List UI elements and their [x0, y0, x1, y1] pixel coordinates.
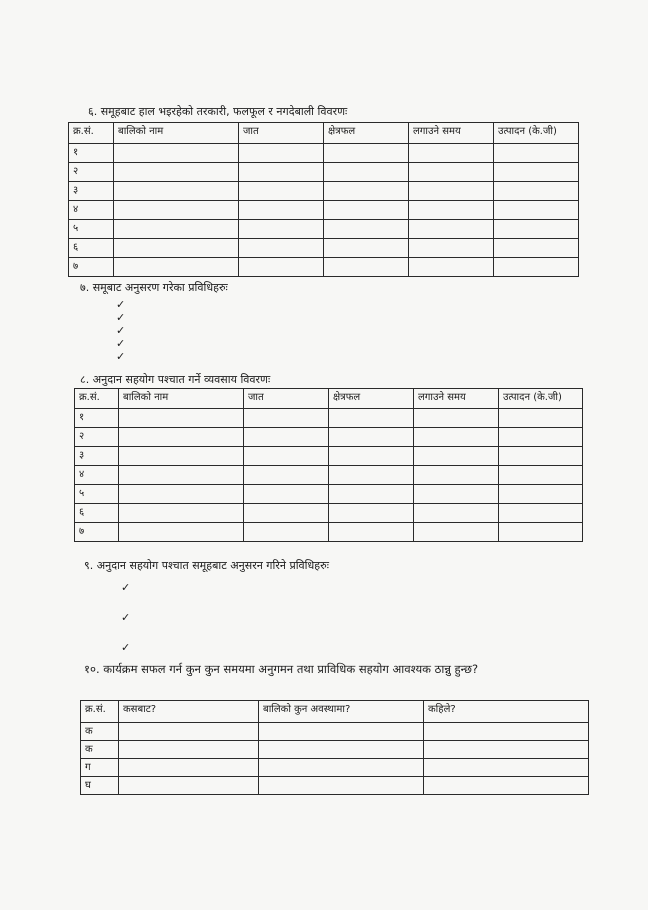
- header-sn: क्र.सं.: [75, 389, 119, 409]
- cell[interactable]: [329, 447, 414, 466]
- cell[interactable]: [324, 258, 409, 277]
- row-number: ६: [69, 239, 114, 258]
- cell[interactable]: [499, 504, 583, 523]
- cell[interactable]: [329, 466, 414, 485]
- row-label: ग: [81, 759, 119, 777]
- cell[interactable]: [244, 447, 329, 466]
- table-row: [75, 409, 583, 428]
- cell[interactable]: [239, 182, 324, 201]
- header-variety: जात: [239, 123, 324, 144]
- table-row: [69, 239, 579, 258]
- cell[interactable]: [324, 182, 409, 201]
- cell[interactable]: [239, 220, 324, 239]
- header-sn: क्र.सं.: [69, 123, 114, 144]
- cell[interactable]: [119, 523, 244, 542]
- cell[interactable]: [409, 258, 494, 277]
- header-by-whom: कसबाट?: [119, 701, 259, 723]
- section-10-title: १०. कार्यक्रम सफल गर्न कुन कुन समयमा अनुगमन तथा प्राविधिक सहयोग आवश्यक ठान्नु हुन्छ?: [84, 662, 479, 676]
- cell[interactable]: [414, 409, 499, 428]
- table-row: [81, 759, 589, 777]
- table-row: [69, 201, 579, 220]
- cell[interactable]: [329, 485, 414, 504]
- checkmark-icon: ✓: [121, 641, 131, 654]
- section-9-title: ९. अनुदान सहयोग पश्चात समूहबाट अनुसरन गरिने प्रविधिहरुः: [84, 559, 329, 572]
- table-row: [69, 144, 579, 163]
- cell[interactable]: [119, 777, 259, 795]
- cell[interactable]: [499, 466, 583, 485]
- checkmark-icon: ✓: [116, 337, 126, 350]
- table-row: [75, 466, 583, 485]
- section-8-table: [74, 388, 583, 542]
- header-sn: क्र.सं.: [81, 701, 119, 723]
- cell[interactable]: [324, 220, 409, 239]
- cell[interactable]: [114, 220, 239, 239]
- header-variety: जात: [244, 389, 329, 409]
- cell[interactable]: [494, 220, 579, 239]
- cell[interactable]: [114, 144, 239, 163]
- cell[interactable]: [259, 759, 424, 777]
- table-row: [81, 723, 589, 741]
- cell[interactable]: [494, 239, 579, 258]
- row-number: १: [75, 409, 119, 428]
- cell[interactable]: [324, 144, 409, 163]
- cell[interactable]: [114, 239, 239, 258]
- cell[interactable]: [119, 741, 259, 759]
- cell[interactable]: [239, 144, 324, 163]
- table-row: [69, 258, 579, 277]
- cell[interactable]: [329, 409, 414, 428]
- cell[interactable]: [329, 428, 414, 447]
- row-number: ७: [75, 523, 119, 542]
- row-number: ३: [75, 447, 119, 466]
- section-10-table: [80, 700, 589, 795]
- checkmark-icon: ✓: [116, 324, 126, 337]
- checkmark-icon: ✓: [121, 581, 131, 594]
- cell[interactable]: [414, 485, 499, 504]
- cell[interactable]: [329, 504, 414, 523]
- row-number: २: [75, 428, 119, 447]
- header-area: क्षेत्रफल: [324, 123, 409, 144]
- cell[interactable]: [114, 182, 239, 201]
- row-label: क: [81, 741, 119, 759]
- section-6-title: ६. समूहबाट हाल भइरहेको तरकारी, फलफूल र नगदेबाली विवरणः: [88, 105, 348, 118]
- checkmark-icon: ✓: [116, 298, 126, 311]
- header-planting-time: लगाउने समय: [409, 123, 494, 144]
- cell[interactable]: [499, 409, 583, 428]
- cell[interactable]: [244, 485, 329, 504]
- table-row: [69, 182, 579, 201]
- cell[interactable]: [114, 163, 239, 182]
- header-production: उत्पादन (के.जी): [494, 123, 579, 144]
- cell[interactable]: [329, 523, 414, 542]
- cell[interactable]: [409, 144, 494, 163]
- cell[interactable]: [499, 447, 583, 466]
- table-row: [75, 428, 583, 447]
- cell[interactable]: [409, 201, 494, 220]
- cell[interactable]: [414, 504, 499, 523]
- header-production: उत्पादन (के.जी): [499, 389, 583, 409]
- section-9-checklist: [121, 573, 130, 663]
- cell[interactable]: [119, 447, 244, 466]
- cell[interactable]: [414, 523, 499, 542]
- cell[interactable]: [494, 163, 579, 182]
- row-number: १: [69, 144, 114, 163]
- cell[interactable]: [239, 163, 324, 182]
- row-number: ६: [75, 504, 119, 523]
- cell[interactable]: [244, 428, 329, 447]
- cell[interactable]: [424, 777, 589, 795]
- cell[interactable]: [324, 239, 409, 258]
- cell[interactable]: [119, 428, 244, 447]
- cell[interactable]: [259, 741, 424, 759]
- table-row: [75, 447, 583, 466]
- table-row: [75, 504, 583, 523]
- row-number: ४: [75, 466, 119, 485]
- cell[interactable]: [409, 163, 494, 182]
- cell[interactable]: [414, 447, 499, 466]
- cell[interactable]: [119, 485, 244, 504]
- cell[interactable]: [244, 409, 329, 428]
- cell[interactable]: [414, 466, 499, 485]
- checkmark-icon: ✓: [116, 350, 126, 363]
- cell[interactable]: [119, 759, 259, 777]
- cell[interactable]: [424, 723, 589, 741]
- row-number: ३: [69, 182, 114, 201]
- cell[interactable]: [324, 163, 409, 182]
- cell[interactable]: [239, 239, 324, 258]
- cell[interactable]: [414, 428, 499, 447]
- table-row: [69, 163, 579, 182]
- section-7-checklist: [116, 298, 125, 363]
- cell[interactable]: [244, 523, 329, 542]
- row-number: ४: [69, 201, 114, 220]
- cell[interactable]: [119, 504, 244, 523]
- header-planting-time: लगाउने समय: [414, 389, 499, 409]
- cell[interactable]: [494, 182, 579, 201]
- cell[interactable]: [499, 523, 583, 542]
- cell[interactable]: [114, 201, 239, 220]
- header-crop-name: बालिको नाम: [114, 123, 239, 144]
- row-label: घ: [81, 777, 119, 795]
- cell[interactable]: [494, 144, 579, 163]
- cell[interactable]: [259, 777, 424, 795]
- cell[interactable]: [494, 201, 579, 220]
- cell[interactable]: [324, 201, 409, 220]
- cell[interactable]: [239, 201, 324, 220]
- row-number: ७: [69, 258, 114, 277]
- table-row: [81, 741, 589, 759]
- cell[interactable]: [494, 258, 579, 277]
- section-6-table: [68, 122, 579, 277]
- cell[interactable]: [499, 485, 583, 504]
- cell[interactable]: [409, 239, 494, 258]
- cell[interactable]: [409, 182, 494, 201]
- section-7-title: ७. समूबाट अनुसरण गरेका प्रविधिहरुः: [80, 281, 228, 294]
- cell[interactable]: [244, 466, 329, 485]
- cell[interactable]: [499, 428, 583, 447]
- cell[interactable]: [424, 759, 589, 777]
- table-row: [75, 523, 583, 542]
- cell[interactable]: [119, 466, 244, 485]
- row-number: २: [69, 163, 114, 182]
- table-header-row: [69, 123, 579, 144]
- checkmark-icon: ✓: [121, 611, 131, 624]
- row-number: ५: [69, 220, 114, 239]
- table-header-row: [81, 701, 589, 723]
- section-8-title: ८. अनुदान सहयोग पश्चात गर्ने व्यवसाय विवरणः: [80, 373, 271, 386]
- cell[interactable]: [409, 220, 494, 239]
- cell[interactable]: [424, 741, 589, 759]
- table-row: [69, 220, 579, 239]
- cell[interactable]: [114, 258, 239, 277]
- header-crop-stage: बालिको कुन अवस्थामा?: [259, 701, 424, 723]
- header-crop-name: बालिको नाम: [119, 389, 244, 409]
- cell[interactable]: [239, 258, 324, 277]
- cell[interactable]: [119, 723, 259, 741]
- cell[interactable]: [244, 504, 329, 523]
- cell[interactable]: [259, 723, 424, 741]
- row-label: क: [81, 723, 119, 741]
- header-area: क्षेत्रफल: [329, 389, 414, 409]
- table-row: [81, 777, 589, 795]
- cell[interactable]: [119, 409, 244, 428]
- table-row: [75, 485, 583, 504]
- header-when: कहिले?: [424, 701, 589, 723]
- table-header-row: [75, 389, 583, 409]
- row-number: ५: [75, 485, 119, 504]
- checkmark-icon: ✓: [116, 311, 126, 324]
